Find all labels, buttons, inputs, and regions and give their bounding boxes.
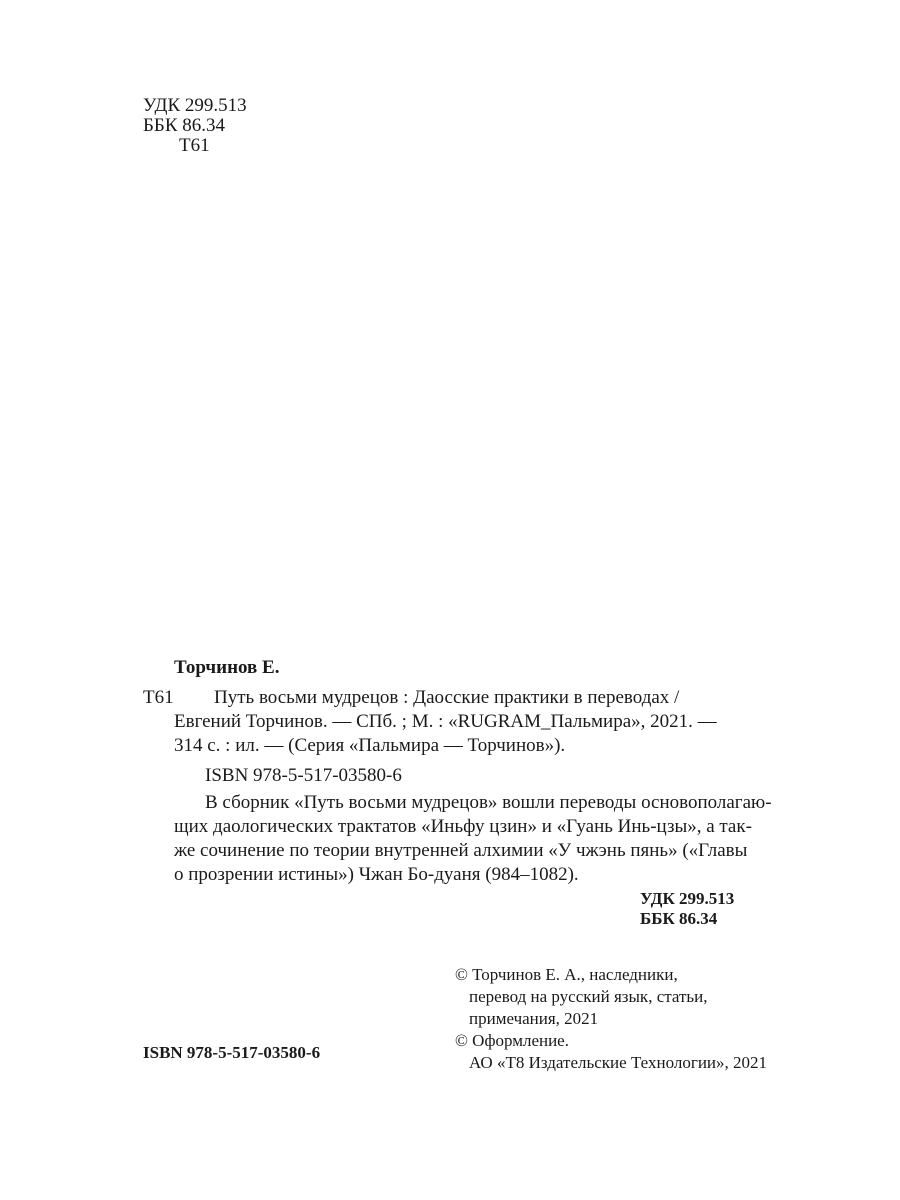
catalog-title-line: Путь восьми мудрецов : Даосские практики в переводах /: [214, 687, 680, 708]
annotation-line-2: щих даологических трактатов «Иньфу цзин» и «Гуань Инь-цзы», а так-: [174, 816, 752, 837]
top-author-mark: Т61: [179, 135, 210, 156]
copyright-line-5: АО «Т8 Издательские Технологии», 2021: [469, 1053, 768, 1072]
catalog-author: Торчинов Е.: [174, 657, 280, 678]
top-udk: УДК 299.513: [143, 95, 247, 116]
copyright-line-2: перевод на русский язык, статьи,: [469, 987, 708, 1006]
copyright-block: [455, 964, 767, 1074]
top-bbk: ББК 86.34: [143, 115, 225, 136]
annotation-line-4: о прозрении истины») Чжан Бо-дуаня (984–1082).: [174, 864, 579, 885]
copyright-line-1: © Торчинов Е. А., наследники,: [455, 965, 678, 984]
catalog-pages-line: 314 с. : ил. — (Серия «Пальмира — Торчинов»).: [174, 735, 566, 756]
catalog-author-mark: Т61: [143, 687, 174, 708]
bottom-classification-codes: [640, 889, 734, 929]
bottom-bbk: ББК 86.34: [640, 909, 718, 928]
catalog-isbn: ISBN 978-5-517-03580-6: [205, 765, 402, 786]
annotation-line-1: В сборник «Путь восьми мудрецов» вошли переводы основополагаю-: [205, 792, 772, 813]
bottom-udk: УДК 299.513: [640, 889, 735, 908]
annotation-line-3: же сочинение по теории внутренней алхимии «У чжэнь пянь» («Главы: [174, 840, 748, 861]
top-classification-codes: [143, 96, 247, 156]
copyright-line-4: © Оформление.: [455, 1031, 569, 1050]
bottom-isbn: ISBN 978-5-517-03580-6: [143, 1043, 321, 1062]
copyright-line-3: примечания, 2021: [469, 1009, 599, 1028]
catalog-publication-line: Евгений Торчинов. — СПб. ; М. : «RUGRAM_Пальмира», 2021. —: [174, 711, 717, 732]
